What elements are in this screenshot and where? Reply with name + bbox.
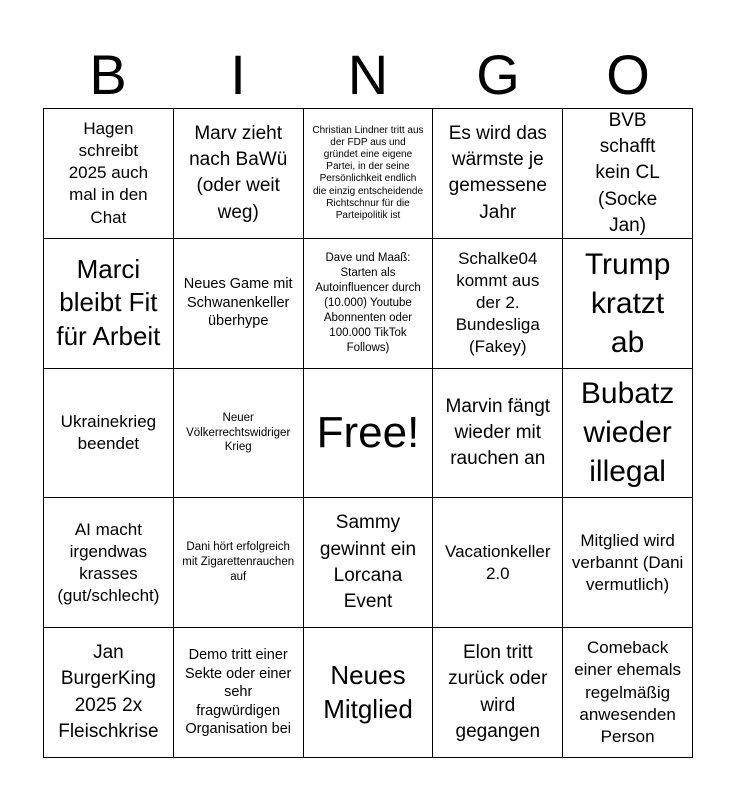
bingo-cell[interactable] — [304, 628, 434, 758]
bingo-cell[interactable] — [174, 628, 304, 758]
cell-text: Marci bleibt Fit für Arbeit — [56, 253, 161, 352]
cell-text: Marv zieht nach BaWü (oder weit weg) — [189, 122, 288, 223]
cell-text: Free! — [316, 407, 420, 457]
header-letter-i: I — [230, 43, 246, 106]
bingo-cell[interactable] — [304, 498, 434, 628]
bingo-cell[interactable] — [304, 239, 434, 369]
bingo-cell[interactable] — [174, 369, 304, 499]
free-space[interactable] — [304, 369, 434, 499]
bingo-cell[interactable] — [304, 109, 434, 239]
cell-text: Mitglied wird verbannt (Dani vermutlich) — [571, 530, 684, 594]
bingo-cell[interactable] — [174, 109, 304, 239]
bingo-cell[interactable] — [433, 628, 563, 758]
bingo-cell[interactable] — [433, 239, 563, 369]
cell-text: Hagen schreibt 2025 auch mal in den Chat — [68, 119, 149, 227]
bingo-cell[interactable] — [563, 239, 693, 369]
bingo-cell[interactable] — [44, 498, 174, 628]
cell-text: Jan BurgerKing 2025 2x Fleischkrise — [58, 642, 159, 742]
cell-text: Marvin fängt wieder mit rauchen an — [445, 395, 551, 470]
cell-text: Bubatz wieder illegal — [580, 377, 675, 489]
cell-text: Vacationkeller 2.0 — [445, 541, 551, 583]
bingo-cell[interactable] — [563, 628, 693, 758]
cell-text: Sammy gewinnt ein Lorcana Event — [319, 512, 417, 612]
cell-text: Dave und Maaß: Starten als Autoinfluencer durch (10.000) Youtube Abonnenten oder 100.000 TikTok Follows) — [315, 251, 421, 354]
cell-text: Neues Game mit Schwanenkeller überhype — [183, 276, 293, 330]
cell-text: Christian Lindner tritt aus der FDP aus und gründet eine eigene Partei, in der seine Persönlichkeit endlich die einzig entscheidende Richtschnur für die Parteipolitik ist — [312, 124, 424, 221]
bingo-cell[interactable] — [44, 369, 174, 499]
header-letter-g: G — [476, 43, 520, 106]
header-letter-n: N — [347, 43, 389, 106]
cell-text: Neuer Völkerrechtswidriger Krieg — [186, 411, 291, 454]
bingo-cell[interactable] — [563, 109, 693, 239]
cell-text: Neues Mitglied — [323, 659, 413, 724]
bingo-cell[interactable] — [44, 109, 174, 239]
bingo-cell[interactable] — [433, 109, 563, 239]
cell-text: Dani hört erfolgreich mit Zigarettenrauchen auf — [182, 541, 295, 584]
cell-text: BVB schafft kein CL (Socke Jan) — [595, 109, 660, 236]
bingo-grid — [43, 108, 693, 758]
header-letter-b: B — [89, 43, 127, 106]
bingo-cell[interactable] — [563, 369, 693, 499]
cell-text: Schalke04 kommt aus der 2. Bundesliga (Fakey) — [455, 248, 540, 357]
cell-text: Es wird das wärmste je gemessene Jahr — [448, 122, 547, 223]
bingo-cell[interactable] — [433, 498, 563, 628]
cell-text: Trump kratzt ab — [584, 247, 671, 359]
bingo-cell[interactable] — [433, 369, 563, 499]
cell-text: Ukrainekrieg beendet — [60, 411, 157, 453]
header-letter-o: O — [606, 43, 650, 106]
bingo-cell[interactable] — [174, 239, 304, 369]
bingo-cell[interactable] — [44, 628, 174, 758]
bingo-cell[interactable] — [174, 498, 304, 628]
bingo-cell[interactable] — [563, 498, 693, 628]
cell-text: Elon tritt zurück oder wird gegangen — [448, 642, 548, 742]
cell-text: Demo tritt einer Sekte oder einer sehr fragwürdigen Organisation bei — [184, 647, 292, 738]
bingo-header — [43, 42, 693, 108]
cell-text: AI macht irgendwas krasses (gut/schlecht) — [57, 519, 160, 605]
cell-text: Comeback einer ehemals regelmäßig anwesenden Person — [574, 638, 681, 746]
bingo-cell[interactable] — [44, 239, 174, 369]
